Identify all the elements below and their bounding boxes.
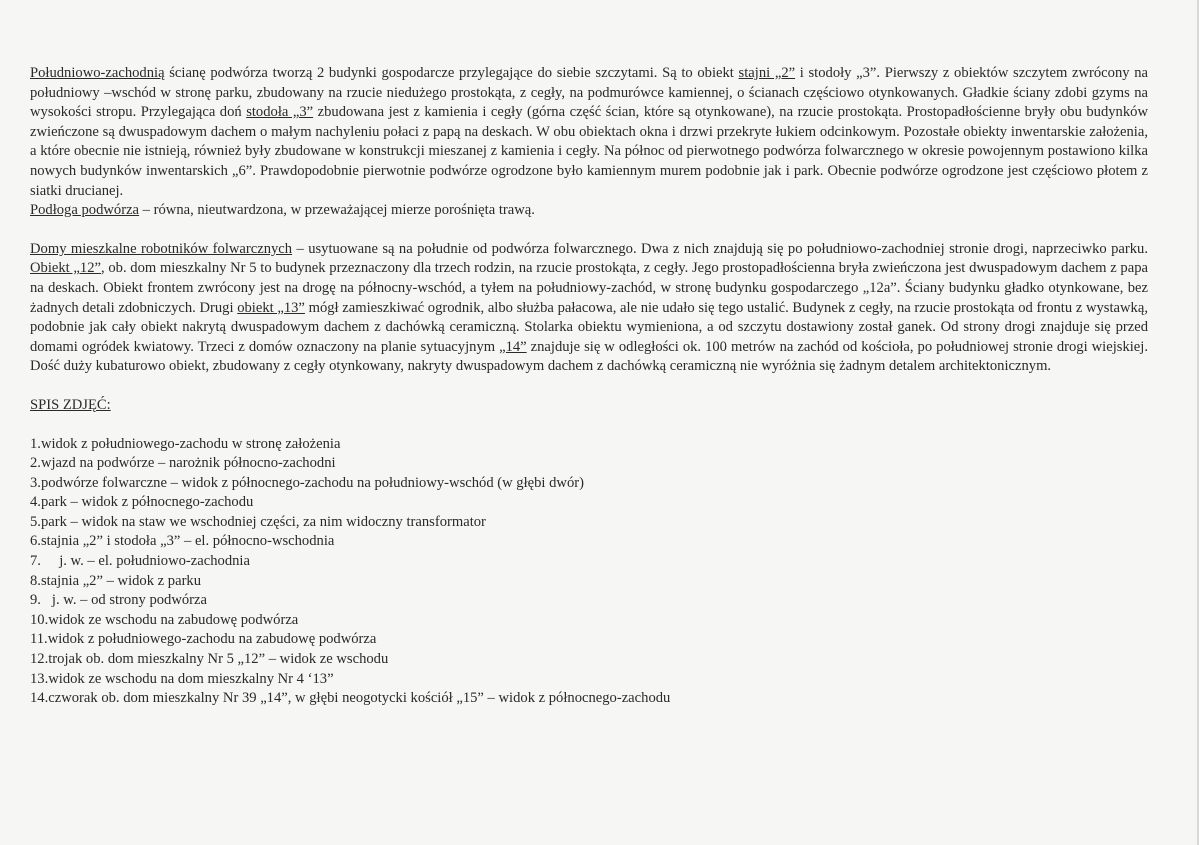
- spacer: [30, 377, 1148, 396]
- document-body: [30, 64, 1148, 709]
- paragraph-text: – usytuowane są na południe od podwórza folwarcznego. Dwa z nich znajdują się po południowo-zachodniej stronie drogi, naprzeciwko parku.: [292, 240, 1148, 257]
- paragraph-yard-floor: [30, 201, 1148, 221]
- paragraph-text: , ob. dom mieszkalny Nr 5 to budynek przeznaczony dla trzech rodzin, na rzucie prostokąta, z cegły. Jego prostopadłościenna bryła zwieńczona jest dwuspadowym dachem z papa na deskach. Obiekt frontem zwrócony jest na drogę na północny-wschód, a tyłem na południowy-zachód, w stronę budynku gospodarczego „12a”. Ściany budynku gładko otynkowane, bez żadnych detali zdobniczych. Drugi: [30, 260, 1148, 316]
- term-object-12: Obiekt „12”: [30, 260, 101, 277]
- photos-heading: SPIS ZDJĘĆ:: [30, 396, 111, 413]
- photo-list-item: 14.czworak ob. dom mieszkalny Nr 39 „14”, w głębi neogotycki kościół „15” – widok z północnego-zachodu: [30, 690, 671, 707]
- photo-list-item: 11.widok z południowego-zachodu na zabudowę podwórza: [30, 631, 377, 648]
- photo-list-item: 6.stajnia „2” i stodoła „3” – el. północno-wschodnia: [30, 533, 335, 550]
- photo-list-item: 13.widok ze wschodu na dom mieszkalny Nr 4 ‘13”: [30, 670, 334, 687]
- paragraph-farm-buildings: [30, 64, 1148, 201]
- photo-list-item: 2.wjazd na podwórze – narożnik północno-zachodni: [30, 455, 336, 472]
- paragraph-text: mógł zamieszkiwać ogrodnik, albo służba pałacowa, ale nie udało się tego ustalić. Budynek z cegły, na rzucie prostokąta od frontu z wystawką, podobnie jak cały obiekt nakrytą dwuspadowym dachem z dachówką ceramiczną. Stolarka obiektu wymieniona, a od szczytu dostawiony został ganek. Od strony drogi znajduje się przed domami ogródek kwiatowy. Trzeci z domów oznaczony na planie sytuacyjnym: [30, 299, 1148, 355]
- spacer: [30, 221, 1148, 240]
- term-stable-2: stajni „2”: [738, 65, 796, 81]
- photo-list-item: 8.stajnia „2” – widok z parku: [30, 572, 202, 589]
- term-southwest-wall: Południowo-zachodnią: [30, 65, 165, 81]
- photo-list-item: 10.widok ze wschodu na zabudowę podwórza: [30, 611, 299, 628]
- paragraph-text: i stodoły „3”. Pierwszy z obiektów szczytem zwrócony na południowy –wschód w stronę parku, zbudowany na rzucie niedużego prostokąta, z cegły, na podmurówce kamiennej, o ścianach częściowo otynkowanych. Gładkie ściany zdobi gzyms na wysokości stropu. Przylegająca doń: [30, 65, 1148, 121]
- photo-list-item: 4.park – widok z północnego-zachodu: [30, 494, 254, 511]
- photo-list-item: 9. j. w. – od strony podwórza: [30, 592, 207, 609]
- term-workers-houses: Domy mieszkalne robotników folwarcznych: [30, 240, 293, 257]
- paragraph-text: zbudowana jest z kamienia i cegły (górna część ścian, które są otynkowane), na rzucie prostokąta. Prostopadłościenne bryły obu budynków zwieńczone są dwuspadowym dachem o małym nachyleniu połaci z papą na deskach. W obu obiektach okna i drzwi przekryte łukiem odcinkowym. Pozostałe obiekty inwentarskie założenia, a które obecnie nie istnieją, również były zbudowane w konstrukcji mieszanej z kamienia i cegły. Na północ od pierwotnego podwórza folwarcznego w okresie powojennym postawiono kilka nowych budynków inwentarskich „6”. Prawdopodobnie pierwotnie podwórze ogrodzone było kamiennym murem podobnie jak i park. Obecnie podwórze ogrodzone jest częściowo płotem z siatki drucianej.: [30, 104, 1148, 199]
- paragraph-text: – równa, nieutwardzona, w przeważającej mierze porośnięta trawą.: [139, 202, 535, 219]
- paragraph-workers-houses: [30, 240, 1148, 377]
- paragraph-text: znajduje się w odległości ok. 100 metrów na zachód od kościoła, po południowej stronie drogi wiejskiej. Dość duży kubaturowo obiekt, zbudowany z cegły otynkowany, nakryty dwuspadowym dachem z dachówką ceramiczną nie wyróżnia się żadnym detalem architektonicznym.: [30, 338, 1148, 375]
- term-barn-3: stodoła „3”: [246, 104, 314, 121]
- photo-list-item: 12.trojak ob. dom mieszkalny Nr 5 „12” – widok ze wschodu: [30, 651, 389, 668]
- photo-list-item: 5.park – widok na staw we wschodniej części, za nim widoczny transformator: [30, 513, 486, 530]
- photo-list: [30, 435, 1148, 709]
- photo-list-item: 3.podwórze folwarczne – widok z północnego-zachodu na południowy-wschód (w głębi dwór): [30, 474, 584, 491]
- term-object-14: „14”: [499, 338, 527, 355]
- photo-list-item: 7. j. w. – el. południowo-zachodnia: [30, 553, 250, 570]
- term-yard-floor: Podłoga podwórza: [30, 202, 140, 219]
- spacer: [30, 416, 1148, 435]
- paragraph-text: ścianę podwórza tworzą 2 budynki gospodarcze przylegające do siebie szczytami. Są to obiekt: [164, 65, 739, 81]
- term-object-13: obiekt „13”: [237, 299, 305, 316]
- photo-list-item: 1.widok z południowego-zachodu w stronę założenia: [30, 435, 341, 452]
